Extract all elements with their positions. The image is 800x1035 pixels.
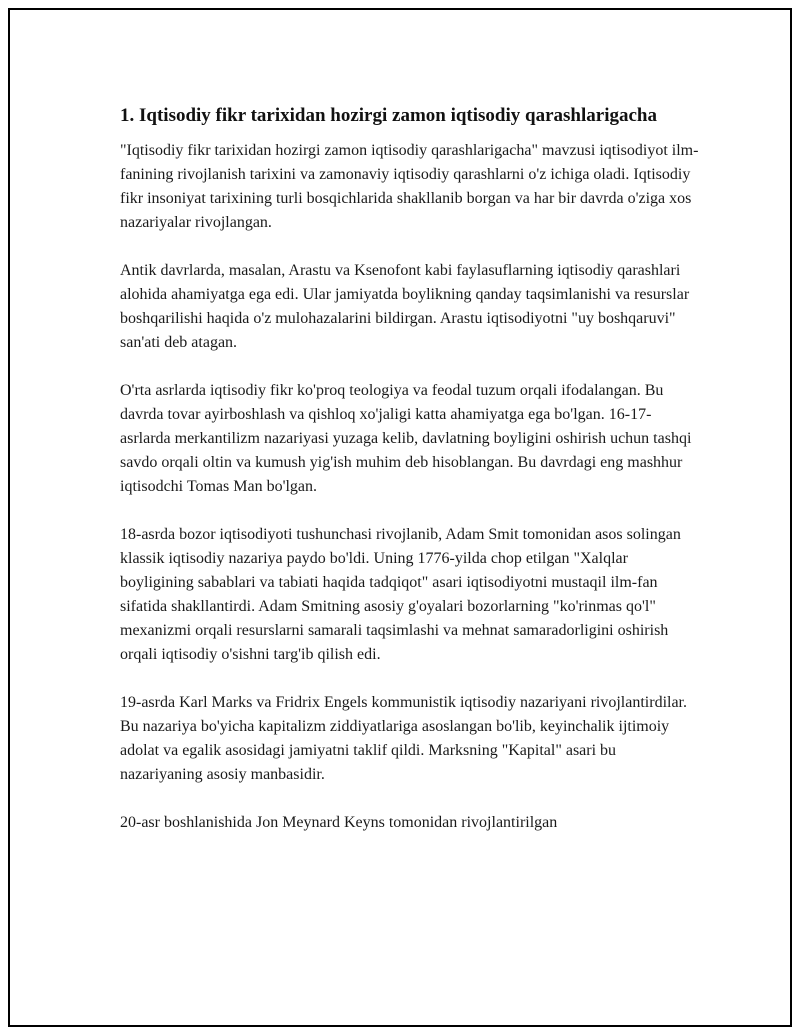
document-body — [120, 102, 700, 835]
document-title: 1. Iqtisodiy fikr tarixidan hozirgi zamon iqtisodiy qarashlarigacha — [120, 105, 657, 126]
paragraph-18th-century: 18-asrda bozor iqtisodiyoti tushunchasi rivojlanib, Adam Smit tomonidan asos solingan klassik iqtisodiy nazariya paydo bo'ldi. Uning 1776-yilda chop etilgan "Xalqlar boyligining sabablari va tabiati haqida tadqiqot" asari iqtisodiyotni mustaqil ilm-fan sifatida shakllantirdi. Adam Smitning asosiy g'oyalari bozorlarning "ko'rinmas qo'l" mexanizmi orqali resurslarni samarali taqsimlashi va mehnat samaradorligini oshirish orqali iqtisodiy o'sishni targ'ib qilish edi. — [120, 526, 681, 663]
paragraph-intro: "Iqtisodiy fikr tarixidan hozirgi zamon iqtisodiy qarashlarigacha" mavzusi iqtisodiyot ilm-fanining rivojlanish tarixini va zamonaviy iqtisodiy qarashlarni o'z ichiga oladi. Iqtisodiy fikr insoniyat tarixining turli bosqichlarida shakllanib borgan va har bir davrda o'ziga xos nazariyalar rivojlangan. — [120, 142, 699, 231]
page-frame — [8, 8, 792, 1027]
paragraph-20th-century: 20-asr boshlanishida Jon Meynard Keyns tomonidan rivojlantirilgan — [120, 814, 558, 831]
paragraph-19th-century: 19-asrda Karl Marks va Fridrix Engels kommunistik iqtisodiy nazariyani rivojlantirdilar. Bu nazariya bo'yicha kapitalizm ziddiyatlariga asoslangan bo'lib, keyinchalik ijtimoiy adolat va egalik asosidagi jamiyatni taklif qildi. Marksning "Kapital" asari bu nazariyaning asosiy manbasidir. — [120, 694, 687, 783]
paragraph-antiquity: Antik davrlarda, masalan, Arastu va Ksenofont kabi faylasuflarning iqtisodiy qarashlari alohida ahamiyatga ega edi. Ular jamiyatda boylikning qanday taqsimlanishi va resurslar boshqarilishi haqida o'z mulohazalarini bildirgan. Arastu iqtisodiyotni "uy boshqaruvi" san'ati deb atagan. — [120, 262, 690, 351]
paragraph-middle-ages: O'rta asrlarda iqtisodiy fikr ko'proq teologiya va feodal tuzum orqali ifodalangan. Bu davrda tovar ayirboshlash va qishloq xo'jaligi katta ahamiyatga ega bo'lgan. 16-17-asrlarda merkantilizm nazariyasi yuzaga kelib, davlatning boyligini oshirish uchun tashqi savdo orqali oltin va kumush yig'ish muhim deb hisoblangan. Bu davrdagi eng mashhur iqtisodchi Tomas Man bo'lgan. — [120, 382, 692, 495]
